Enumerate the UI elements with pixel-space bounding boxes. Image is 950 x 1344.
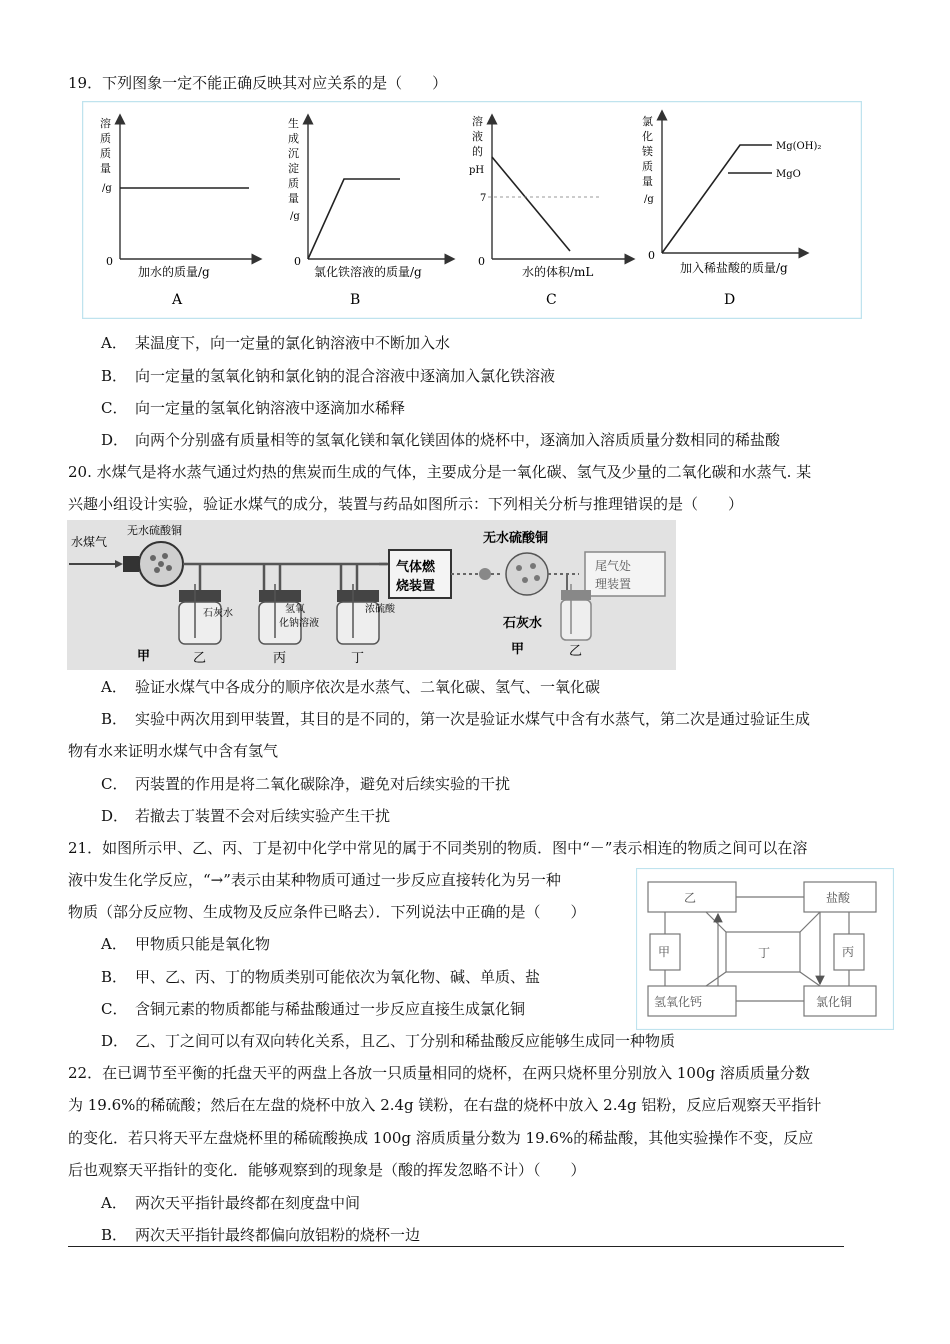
q19-option-a-key: A． (101, 334, 127, 352)
q19-option-b-text: 向一定量的氢氧化钠和氯化钠的混合溶液中逐滴加入氯化铁溶液 (135, 367, 556, 385)
q20-option-d-key: D． (101, 807, 129, 825)
q21-option-c (101, 998, 525, 1020)
q20-option-c (101, 773, 510, 795)
graph-d-xlabel: 加入稀盐酸的质量/g (680, 261, 788, 275)
q21-option-a-key: A． (101, 935, 127, 953)
q20-naoh-label-line-2: 化钠溶液 (279, 618, 319, 629)
graph-c-ylabel-2: 的 (472, 145, 483, 158)
graph-c-letter: C (546, 292, 557, 308)
q21-stem-line-3: 物质（部分反应物、生成物及反应条件已略去）．下列说法中正确的是（ ） (68, 903, 586, 921)
graph-d-series-mgo: MgO (776, 169, 801, 180)
q21-relation-diagram (636, 868, 894, 1030)
q20-tube-stopper-icon (123, 556, 139, 572)
graph-c-tick-7: 7 (480, 193, 487, 204)
q21-stem-line-1: 21．如图所示甲、乙、丙、丁是初中化学中常见的属于不同类别的物质．图中“－”表示相连的物质之间可以在溶 (68, 839, 808, 857)
q19-option-a (101, 332, 450, 354)
q20-option-b-key: B． (101, 710, 128, 728)
q21-label-ding: 丁 (758, 946, 771, 960)
q22-option-b-key: B． (101, 1226, 128, 1244)
q19-option-a-text: 某温度下，向一定量的氯化钠溶液中不断加入水 (135, 334, 451, 352)
q22-stem-line-2: 为 19.6%的稀硫酸；然后在左盘的烧杯中放入 2.4g 镁粉，在右盘的烧杯中放入 2.4g 铝粉，反应后观察天平指针 (68, 1096, 822, 1114)
q20-naoh-label-line-1: 氢氧 (285, 604, 305, 615)
q19-option-d-text: 向两个分别盛有质量相等的氢氧化镁和氧化镁固体的烧杯中，逐滴加入溶质质量分数相同的稀盐酸 (135, 431, 781, 449)
graph-b-ylabel-6: /g (290, 211, 300, 222)
q20-option-d (101, 805, 390, 827)
graph-a-ylabel-4: /g (102, 183, 112, 194)
graph-d-ylabel-1: 化 (642, 130, 653, 143)
q20-label-yi-2: 乙 (569, 644, 583, 659)
q22-option-b (101, 1224, 420, 1246)
graph-a-ylabel-2: 质 (100, 147, 111, 160)
q20-option-c-key: C． (101, 775, 128, 793)
graph-b-ylabel-4: 质 (288, 177, 299, 190)
q20-limewater-label-1: 石灰水 (203, 608, 233, 619)
q19-option-d-key: D． (101, 431, 129, 449)
graph-b-ylabel-1: 成 (288, 132, 299, 145)
graph-d-series-mgoh2: Mg(OH)₂ (776, 141, 822, 152)
q20-label-bing: 丙 (273, 651, 287, 666)
q20-option-b (101, 708, 810, 730)
graph-d-ylabel-3: 质 (642, 160, 653, 173)
graph-c-ylabel-3: pH (469, 165, 485, 176)
q21-label-yi: 乙 (684, 891, 697, 905)
q20-dryer-tube-2-icon (506, 553, 548, 595)
graph-c-ylabel-1: 液 (472, 130, 483, 143)
q20-option-a-key: A． (101, 678, 127, 696)
q20-option-c-text: 丙装置的作用是将二氧化碳除净，避免对后续实验的干扰 (135, 775, 511, 793)
graph-c-xlabel: 水的体积/mL (522, 265, 594, 279)
graph-a-ylabel-3: 量 (100, 162, 111, 175)
q20-label-jia-2: 甲 (511, 642, 525, 657)
graph-b-letter: B (350, 292, 361, 308)
q20-cuso4-label-2: 无水硫酸铜 (483, 531, 549, 546)
graph-b-ylabel-2: 沉 (288, 147, 299, 160)
q20-tail-label-line-1: 尾气处 (595, 559, 632, 573)
q20-label-yi-1: 乙 (193, 651, 207, 666)
q19-option-d (101, 429, 780, 451)
q20-option-a (101, 676, 600, 698)
q21-option-b-text: 甲、乙、丙、丁的物质类别可能依次为氧化物、碱、单质、盐 (135, 968, 541, 986)
q22-option-a (101, 1192, 360, 1214)
q21-label-jia: 甲 (658, 945, 671, 959)
q20-apparatus-figure (67, 520, 676, 670)
q20-bottle-2-icon (561, 584, 591, 640)
q21-option-a-text: 甲物质只能是氧化物 (135, 935, 271, 953)
graph-b-xlabel: 氯化铁溶液的质量/g (314, 265, 422, 279)
q22-option-b-text: 两次天平指针最终都偏向放铝粉的烧杯一边 (135, 1226, 421, 1244)
graph-a-xlabel: 加水的质量/g (138, 265, 210, 279)
graph-b-ylabel-0: 生 (288, 117, 299, 130)
graph-d-ylabel-4: 量 (642, 175, 653, 188)
q20-inlet-label: 水煤气 (71, 535, 108, 549)
q21-option-c-text: 含铜元素的物质都能与稀盐酸通过一步反应直接生成氯化铜 (135, 1000, 526, 1018)
q22-stem-line-1: 22．在已调节至平衡的托盘天平的两盘上各放一只质量相同的烧杯，在两只烧杯里分别放入 100g 溶质质量分数 (68, 1064, 810, 1082)
q20-label-ding: 丁 (351, 651, 365, 666)
q21-label-bing: 丙 (842, 945, 855, 959)
q20-burner-label-line-2: 烧装置 (396, 579, 436, 594)
graph-c-origin: 0 (478, 255, 485, 268)
q21-option-b (101, 966, 540, 988)
q20-option-d-text: 若撤去丁装置不会对后续实验产生干扰 (135, 807, 391, 825)
q21-stem-line-2: 液中发生化学反应，“→”表示由某种物质可通过一步反应直接转化为另一种 (68, 871, 561, 889)
q22-stem-line-4: 后也观察天平指针的变化．能够观察到的现象是（酸的挥发忽略不计）（ ） (68, 1161, 586, 1179)
q20-stem-line-2: 兴趣小组设计实验，验证水煤气的成分，装置与药品如图所示：下列相关分析与推理错误的是（ ） (68, 495, 744, 513)
graph-b-origin: 0 (294, 255, 301, 268)
page-bottom-rule (68, 1246, 844, 1247)
q19-option-b-key: B． (101, 367, 128, 385)
q20-option-a-text: 验证水煤气中各成分的顺序依次是水蒸气、二氧化碳、氢气、一氧化碳 (135, 678, 601, 696)
q21-option-a (101, 933, 270, 955)
q22-option-a-text: 两次天平指针最终都在刻度盘中间 (135, 1194, 361, 1212)
graph-a-ylabel-0: 溶 (100, 117, 111, 130)
q21-option-d-text: 乙、丁之间可以有双向转化关系，且乙、丁分别和稀盐酸反应能够生成同一种物质 (135, 1032, 676, 1050)
q21-option-d (101, 1030, 675, 1052)
q21-option-b-key: B． (101, 968, 128, 986)
q19-option-c-text: 向一定量的氢氧化钠溶液中逐滴加水稀释 (135, 399, 406, 417)
q22-option-a-key: A． (101, 1194, 127, 1212)
graph-d-letter: D (724, 292, 736, 308)
q21-option-c-key: C． (101, 1000, 128, 1018)
graph-d-ylabel-0: 氯 (642, 115, 653, 128)
q20-option-b-text: 实验中两次用到甲装置，其目的是不同的，第一次是验证水煤气中含有水蒸气，第二次是通过验证生成 (135, 710, 811, 728)
q21-label-caoh2: 氢氧化钙 (654, 995, 703, 1009)
graph-a-origin: 0 (106, 255, 113, 268)
graph-d-ylabel-2: 镁 (642, 145, 653, 158)
q22-stem-line-3: 的变化．若只将天平左盘烧杯里的稀硫酸换成 100g 溶质质量分数为 19.6%的稀盐酸，其他实验操作不变，反应 (68, 1129, 814, 1147)
q19-option-b (101, 365, 555, 387)
q19-option-c (101, 397, 405, 419)
q20-label-jia-1: 甲 (137, 649, 151, 664)
q21-label-cucl2: 氯化铜 (816, 995, 853, 1009)
q20-connector-icon (479, 568, 491, 580)
q19-stem: 19．下列图象一定不能正确反映其对应关系的是（ ） (68, 74, 448, 92)
graph-d-ylabel-5: /g (644, 194, 654, 205)
q20-h2so4-label: 浓硫酸 (365, 604, 395, 615)
q19-graph-figure (82, 101, 862, 319)
q19-option-c-key: C． (101, 399, 128, 417)
graph-b-ylabel-5: 量 (288, 192, 299, 205)
q20-limewater-label-2: 石灰水 (503, 616, 543, 631)
graph-d-origin: 0 (648, 249, 655, 262)
graph-a-letter: A (172, 292, 183, 308)
q21-option-d-key: D． (101, 1032, 129, 1050)
q20-cuso4-label-1: 无水硫酸铜 (127, 524, 182, 537)
q20-burner-label-line-1: 气体燃 (396, 560, 436, 575)
graph-b-ylabel-3: 淀 (288, 162, 299, 175)
q21-label-hcl: 盐酸 (826, 891, 851, 905)
graph-a-ylabel-1: 质 (100, 132, 111, 145)
graph-c-ylabel-0: 溶 (472, 115, 483, 128)
q20-stem-line-1: 20. 水煤气是将水蒸气通过灼热的焦炭而生成的气体，主要成分是一氧化碳、氢气及少量的二氧化碳和水蒸气. 某 (68, 463, 812, 481)
q20-option-b-continuation: 物有水来证明水煤气中含有氢气 (68, 742, 279, 760)
q20-tail-label-line-2: 理装置 (595, 577, 632, 591)
